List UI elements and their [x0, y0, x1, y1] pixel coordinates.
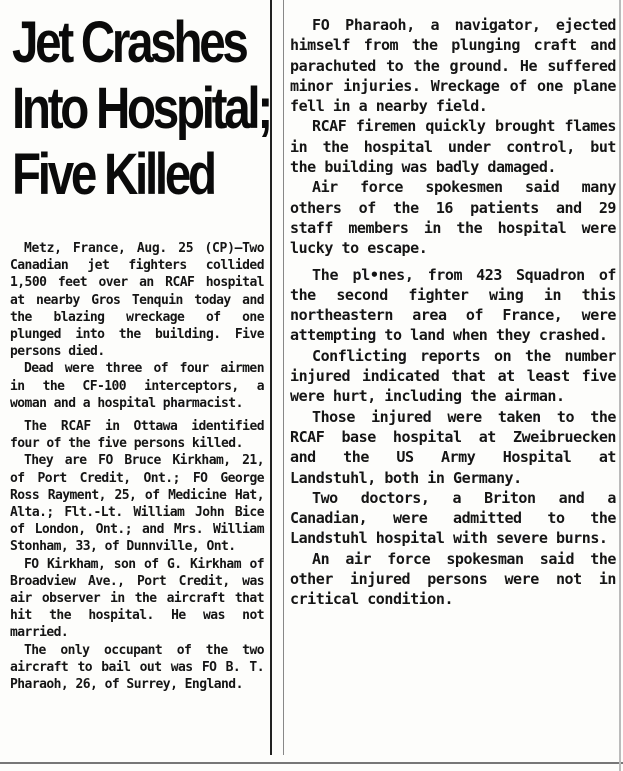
- paragraph: Those injured were taken to the RCAF base hospital at Zweibruecken and the US Army Hospital at Landstuhl, both in Germany.: [290, 407, 616, 487]
- paragraph: Conflicting reports on the number injured indicated that at least five were hurt, including the airman.: [290, 346, 616, 406]
- paragraph: Dead were three of four airmen in the CF-100 interceptors, a woman and a hospital pharmacist.: [10, 361, 264, 411]
- paragraph: Metz, France, Aug. 25 (CP)—Two Canadian jet fighters collided 1,500 feet over an RCAF hospital at nearby Gros Tenquin today and the blazing wreckage of one plunged into the building. Five persons died.: [10, 241, 264, 360]
- headline-line-1: Jet Crashes: [12, 10, 246, 75]
- headline: [12, 10, 270, 208]
- right-edge-rule: [619, 0, 621, 771]
- left-column: [10, 0, 270, 693]
- right-column: [290, 0, 616, 610]
- paragraph: FO Pharaoh, a navigator, ejected himself from the plunging craft and parachuted to the ground. He suffered minor injuries. Wreckage of one plane fell in a nearby field.: [290, 16, 616, 116]
- column-divider-secondary: [283, 0, 284, 755]
- left-column-body: [10, 240, 264, 693]
- paragraph: The only occupant of the two aircraft to bail out was FO B. T. Pharaoh, 26, of Surrey, England.: [10, 642, 264, 693]
- bottom-edge-rule: [0, 762, 623, 764]
- paragraph: Two doctors, a Briton and a Canadian, were admitted to the Landstuhl hospital with severe burns.: [290, 488, 616, 548]
- paragraph: Air force spokesmen said many others of the 16 patients and 29 staff members in the hospital were lucky to escape.: [290, 178, 616, 258]
- paragraph: The pl•nes, from 423 Squadron of the second fighter wing in this northeastern area of France, were attempting to land when they crashed.: [290, 265, 616, 345]
- paragraph: They are FO Bruce Kirkham, 21, of Port Credit, Ont.; FO George Ross Rayment, 25, of Medicine Hat, Alta.; Flt.-Lt. William John Bice of London, Ont.; and Mrs. William Stonham, 33, of Dunnville, Ont.: [10, 453, 264, 555]
- headline-line-3: Five Killed: [12, 142, 214, 207]
- right-column-body: [290, 15, 616, 610]
- column-divider: [270, 0, 272, 755]
- paragraph: RCAF firemen quickly brought flames in the hospital under control, but the building was badly damaged.: [290, 117, 616, 177]
- paragraph: The RCAF in Ottawa identified four of the five persons killed.: [10, 419, 265, 452]
- headline-line-2: Into Hospital;: [12, 76, 270, 141]
- paragraph: FO Kirkham, son of G. Kirkham of Broadview Ave., Port Credit, was air observer in the aircraft that hit the hospital. He was not married.: [10, 556, 264, 641]
- paragraph: An air force spokesman said the other injured persons were not in critical condition.: [290, 549, 616, 609]
